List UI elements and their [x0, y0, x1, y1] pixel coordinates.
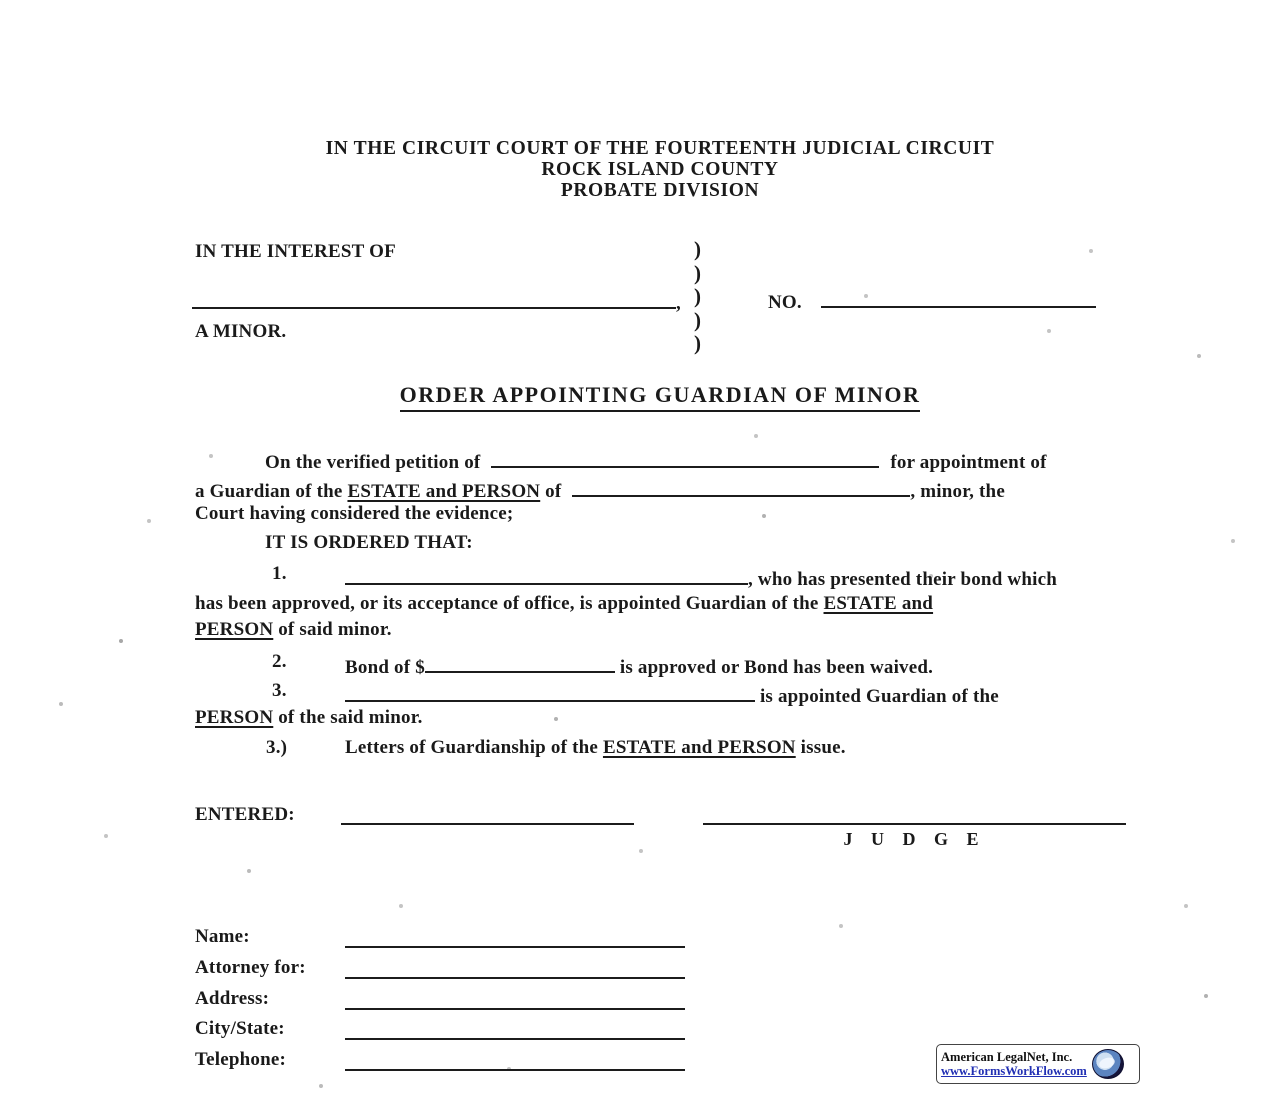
person-guardian-name-blank[interactable] [345, 680, 755, 702]
case-number-label: NO. [768, 291, 802, 313]
bond-amount-blank[interactable] [425, 651, 615, 673]
bond-amount-label: Bond of $ [345, 656, 425, 678]
item1-line-3 [195, 619, 392, 641]
judge-label: J U D G E [843, 829, 986, 849]
petition-text-4: of [545, 480, 562, 502]
county-name: ROCK ISLAND COUNTY [541, 159, 779, 180]
item3-text-1: is appointed Guardian of the [759, 685, 999, 707]
caption-interest-label: IN THE INTEREST OF [195, 241, 396, 262]
item4-line [345, 737, 846, 759]
vendor-url-link[interactable]: www.FormsWorkFlow.com [941, 1064, 1087, 1078]
field-blank-city-state[interactable] [345, 1038, 685, 1040]
item1-number: 1. [272, 563, 287, 584]
petition-text-1: On the verified petition of [265, 451, 481, 473]
vendor-badge-text [941, 1050, 1087, 1078]
field-label-address: Address: [195, 988, 270, 1009]
ward-name-blank[interactable] [572, 475, 910, 497]
item4-text-1: Letters of Guardianship of the [345, 737, 598, 758]
item1-estate-underlined: ESTATE and [823, 593, 934, 614]
field-blank-telephone[interactable] [345, 1069, 685, 1071]
paren-5: ) [694, 331, 701, 355]
field-blank-attorney-for[interactable] [345, 977, 685, 979]
ordered-heading: IT IS ORDERED THAT: [265, 532, 473, 553]
petition-text-5: , minor, the [910, 480, 1005, 502]
paren-2: ) [694, 260, 701, 285]
paragraph-line-2 [195, 475, 1005, 503]
item2-line [345, 651, 933, 679]
globe-swirl-shape [1098, 1056, 1116, 1070]
entered-date-blank[interactable] [341, 823, 634, 825]
item1-person-underlined: PERSON [195, 619, 274, 640]
vendor-badge [936, 1044, 1140, 1084]
court-name: IN THE CIRCUIT COURT OF THE FOURTEENTH JUDICIAL CIRCUIT [325, 138, 995, 159]
court-header [45, 138, 1275, 201]
scan-noise-specks [0, 0, 2, 2]
item4-text-2: issue. [800, 737, 846, 758]
paren-3: ) [694, 284, 701, 308]
field-label-city-state: City/State: [195, 1018, 285, 1039]
item1-line-1 [345, 563, 1057, 591]
item3-line-1 [345, 680, 999, 708]
entered-label: ENTERED: [195, 804, 295, 825]
field-blank-address[interactable] [345, 1008, 685, 1010]
petition-text-3: a Guardian of the [195, 480, 343, 502]
judge-signature-blank[interactable] [703, 823, 1126, 825]
item4-estate-person-underlined: ESTATE and PERSON [602, 737, 796, 758]
petitioner-name-blank[interactable] [491, 446, 879, 468]
caption-paren-column [694, 238, 701, 356]
paragraph-line-3: Court having considered the evidence; [195, 503, 514, 524]
minor-name-comma: , [676, 292, 681, 314]
vendor-company-name: American LegalNet, Inc. [941, 1050, 1073, 1064]
item2-text: is approved or Bond has been waived. [619, 656, 934, 678]
paragraph-line-1 [265, 446, 1047, 474]
globe-logo-icon [1092, 1049, 1124, 1079]
estate-person-underlined: ESTATE and PERSON [347, 480, 541, 502]
field-blank-name[interactable] [345, 946, 685, 948]
field-label-attorney-for: Attorney for: [195, 957, 306, 978]
case-number-blank[interactable] [821, 286, 1096, 308]
field-label-telephone: Telephone: [195, 1049, 287, 1070]
petition-text-2: for appointment of [890, 451, 1047, 473]
minor-name-row [192, 287, 681, 315]
division-name: PROBATE DIVISION [560, 180, 760, 201]
paren-1: ) [694, 237, 701, 261]
item3-text-2: of the said minor. [278, 707, 423, 728]
item1-text-3: of said minor. [278, 619, 392, 640]
item3-line-2 [195, 707, 423, 729]
item1-text-1: , who has presented their bond which [748, 568, 1057, 590]
item1-text-2: has been approved, or its acceptance of office, is appointed Guardian of the [195, 593, 819, 614]
item3-person-underlined: PERSON [195, 707, 274, 728]
document-title: ORDER APPOINTING GUARDIAN OF MINOR [400, 382, 921, 412]
field-label-name: Name: [195, 926, 250, 947]
guardian-name-blank[interactable] [345, 563, 748, 585]
item3-number: 3. [272, 680, 287, 701]
item4-number: 3.) [266, 737, 288, 758]
item1-line-2 [195, 593, 933, 615]
title-row [45, 382, 1275, 412]
case-number-row [768, 286, 1096, 314]
caption-minor-label: A MINOR. [195, 321, 287, 342]
paren-4: ) [694, 307, 701, 332]
minor-name-blank[interactable] [192, 287, 676, 309]
item2-number: 2. [272, 651, 287, 672]
